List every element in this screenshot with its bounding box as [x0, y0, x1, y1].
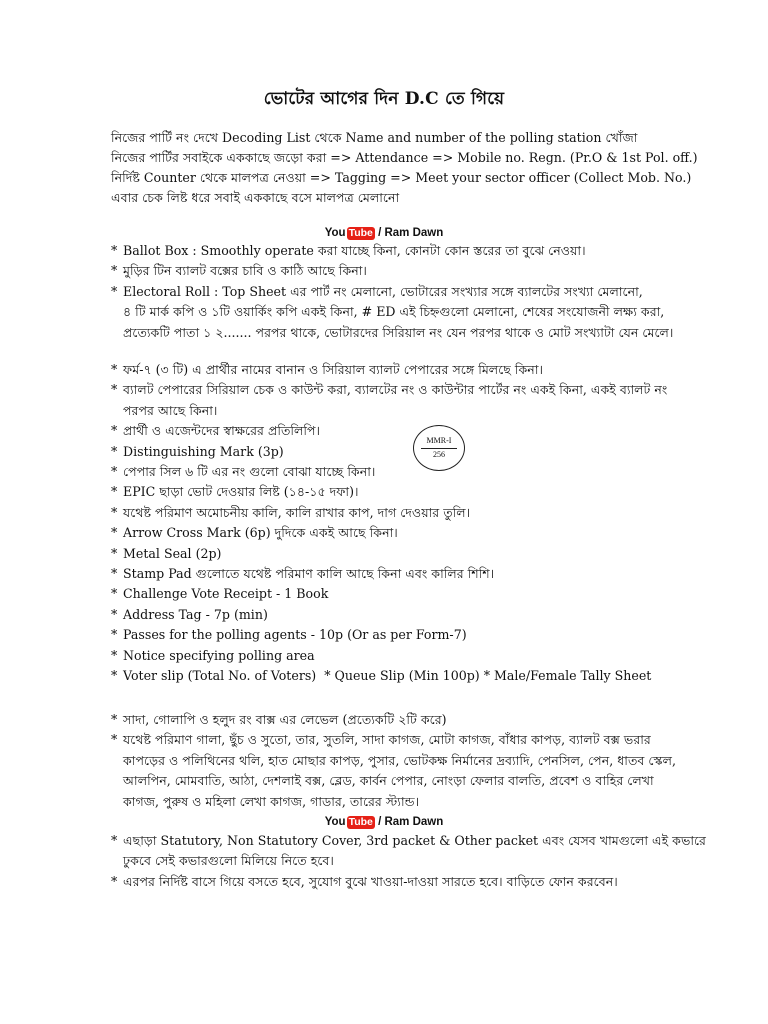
checklist-4	[111, 831, 706, 892]
intro-paragraph	[111, 128, 698, 208]
list-item: * মুড়ির টিন ব্যালট বক্সের চাবি ও কাঠি আছে কিনা।	[111, 263, 367, 279]
list-item: * যথেষ্ট পরিমাণ অমোচনীয় কালি, কালি রাখার কাপ, দাগ দেওয়ার তুলি।	[111, 504, 471, 520]
list-item: * Voter slip (Total No. of Voters) * Queue Slip (Min 100p) * Male/Female Tally Sheet	[111, 668, 652, 684]
stamp-divider	[421, 448, 457, 449]
list-item: * EPIC ছাড়া ভোট দেওয়ার লিষ্ট (১৪-১৫ দফা)।	[111, 484, 359, 500]
checklist-2	[111, 360, 671, 687]
list-item: * এছাড়া Statutory, Non Statutory Cover, 3rd packet & Other packet এবং যেসব খামগুলো এই কভারে ঢুকবে সেই কভারগুলো মিলিয়ে নিতে হবে।	[111, 833, 706, 869]
youtube-logo-you: You	[324, 227, 346, 239]
checklist-3	[111, 710, 676, 812]
list-item: * প্রার্থী ও এজেন্টদের স্বাক্ষরের প্রতিলিপি।	[111, 423, 321, 439]
list-item: * যথেষ্ট পরিমাণ গালা, ছুঁচ ও সুতো, তার, সুতলি, সাদা কাগজ, মোটা কাগজ, বাঁধার কাপড়, ব্যালট বক্স ভরার কাপড়ের ও পলিথিনের থলি, হাত মোছার কাপড়, পুসার, ভোটকক্ষ নির্মানের দ্রব্যাদি, পেনসিল, পেন, ধাতব স্কেল, আলপিন, মোমবাতি, আঠা, দেশলাই বক্স, ব্লেড, কার্বন পেপার, নোংড়া ফেলার বালতি, প্রবেশ ও বাহির লেখা কাগজ, পুরুষ ও মহিলা লেখা কাগজ, গাডার, তারের স্ট্যান্ড।	[111, 732, 676, 809]
intro-line: এবার চেক লিষ্ট ধরে সবাই এককাছে বসে মালপত্র মেলানো	[111, 190, 400, 205]
list-item: * সাদা, গোলাপি ও হলুদ রং বাক্স এর লেভেল (প্রত্যেকটি ২টি করে)	[111, 712, 447, 727]
youtube-credit	[0, 225, 768, 241]
list-item: * Ballot Box : Smoothly operate করা যাচ্ছে কিনা, কোনটা কোন স্তরের তা বুঝে নেওয়া।	[111, 243, 586, 258]
page-title: ভোটের আগের দিন D.C তে গিয়ে	[263, 89, 505, 109]
intro-line: নির্দিষ্ট Counter থেকে মালপত্র নেওয়া => Tagging => Meet your sector officer (Collect Mob. No.)	[111, 170, 692, 185]
channel-name: / Ram Dawn	[374, 816, 444, 828]
intro-line: নিজের পার্টির সবাইকে এককাছে জড়ো করা => Attendance => Mobile no. Regn. (Pr.O & 1st Pol. off.)	[111, 150, 698, 165]
list-item: * Arrow Cross Mark (6p) দুদিকে একই আছে কিনা।	[111, 525, 398, 541]
list-item: * ব্যালট পেপারের সিরিয়াল চেক ও কাউন্ট করা, ব্যালটের নং ও কাউন্টার পার্টের নং একই কিনা, একই ব্যালট নং পরপর আছে কিনা।	[111, 382, 668, 418]
list-item: * Address Tag - 7p (min)	[111, 606, 268, 622]
checklist-1	[111, 241, 674, 343]
list-item: * এরপর নির্দিষ্ট বাসে গিয়ে বসতে হবে, সুযোগ বুঝে খাওয়া-দাওয়া সারতে হবে। বাড়িতে ফোন করবেন।	[111, 873, 618, 889]
list-item: * ফর্ম-৭ (৩ টি) এ প্রার্থীর নামের বানান ও সিরিয়াল ব্যালট পেপারের সঙ্গে মিলছে কিনা।	[111, 362, 543, 377]
youtube-logo-you: You	[324, 816, 346, 828]
list-item: * Notice specifying polling area	[111, 647, 315, 663]
channel-name: / Ram Dawn	[374, 227, 444, 239]
list-item: * Metal Seal (2p)	[111, 545, 222, 561]
youtube-credit	[0, 814, 768, 830]
youtube-logo-tube: Tube	[348, 816, 373, 828]
list-item: * Distinguishing Mark (3p)	[111, 443, 284, 459]
list-item: * Challenge Vote Receipt - 1 Book	[111, 586, 329, 602]
youtube-logo-tube: Tube	[348, 227, 373, 239]
list-item: * পেপার সিল ৬ টি এর নং গুলো বোঝা যাচ্ছে কিনা।	[111, 464, 376, 480]
list-item: * Passes for the polling agents - 10p (Or as per Form-7)	[111, 627, 467, 643]
list-item: * Electoral Roll : Top Sheet এর পার্ট নং মেলানো, ভোটারের সংখ্যার সঙ্গে ব্যালটের সংখ্যা মেলানো, ৪ টি মার্ক কপি ও ১টি ওয়ার্কিং কপি একই কিনা, # ED এই চিহ্নগুলো মেলানো, শেষের সংযোজনী লক্ষ্য করা, প্রত্যেকটি পাতা ১ ২....... পরপর থাকে, ভোটারদের সিরিয়াল নং যেন পরপর থাকে ও মোট সংখ্যাটা যেন মেলে।	[111, 283, 674, 340]
stamp-line-1: MMR-I	[426, 436, 452, 445]
stamp-line-2: 256	[433, 450, 445, 459]
official-stamp	[413, 425, 465, 471]
intro-line: নিজের পার্টি নং দেখে Decoding List থেকে Name and number of the polling station খোঁজা	[111, 130, 638, 145]
list-item: * Stamp Pad গুলোতে যথেষ্ট পরিমাণ কালি আছে কিনা এবং কালির শিশি।	[111, 566, 495, 582]
